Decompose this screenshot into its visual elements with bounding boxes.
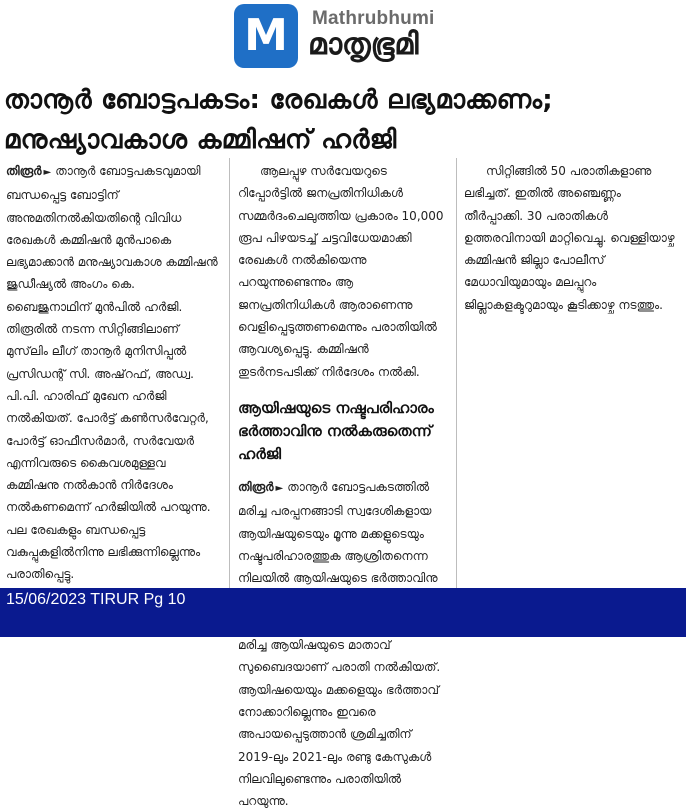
article-1-column-1 [6,160,221,585]
column-divider [456,158,457,588]
article-2-paragraph-1 [238,476,450,812]
article-1-paragraph-1 [6,160,221,586]
dateline: തിരൂർ [238,479,274,494]
article-1-paragraph-2: ആലപ്പുഴ സർവേയറുടെ റിപ്പോർട്ടിൽ ജനപ്രതിനിധികൾ സമ്മർദംചെലുത്തിയ പ്രകാരം 10,000 രൂപ പിഴയടച്ച് ചട്ടവിധേയമാക്കി രേഖകൾ നൽകിയെന്നു പറയുന്നുണ്ടെന്നും ആ ജനപ്രതിനിധികൾ ആരാണെന്നു വെളിപ്പെടുത്തണമെന്നും പരാതിയിൽ ആവശ്യപ്പെട്ടു. കമ്മിഷൻ തുടർനടപടിക്ക് നിർദേശം നൽകി. [238,164,444,379]
mathrubhumi-logo-icon [234,4,298,68]
logo-malayalam-text: മാതൃഭൂമി [308,27,419,62]
article-2-paragraph-2: സിറ്റിങ്ങിൽ 50 പരാതികളാണു ലഭിച്ചത്. ഇതിൽ അഞ്ചെണ്ണം തീർപ്പാക്കി. 30 പരാതികൾ ഉത്തരവിനായി മാറ്റിവെച്ചു. വെള്ളിയാഴ്ച കമ്മിഷൻ ജില്ലാ പോലീസ് മേധാവിയുമായും മലപ്പുറം ജില്ലാകളക്ടറുമായും കൂടിക്കാഴ്ച നടത്തും. [464,164,675,312]
article-2-subhead: ആയിഷയുടെ നഷ്ടപരിഹാരം ഭർത്താവിനു നൽകരുതെന്ന് ഹർജി [238,398,434,463]
article-column-3 [464,160,678,585]
masthead [0,0,686,78]
dateline: തിരൂർ [6,164,42,178]
headline [4,80,684,160]
article-1-body: താനൂർ ബോട്ടപകടവുമായി ബന്ധപ്പെട്ട ബോട്ടിന് അനുമതിനൽകിയതിന്റെ വിവിധ രേഖകൾ കമ്മിഷൻ മുൻപാകെ ലഭ്യമാക്കാൻ മനുഷ്യാവകാശ കമ്മിഷൻ ജുഡീഷ്യൽ അംഗം കെ. ബൈജുനാഥിന് മുൻപിൽ ഹർജി. തിരൂരിൽ നടന്ന സിറ്റിങ്ങിലാണ് മുസ്‌ലിം ലീഗ് താനൂർ മുനിസിപ്പൽ പ്രസിഡന്റ് സി. അഷ്‌റഫ്, അഡ്വ. പി.പി. ഹാരിഫ് മുഖേന ഹർജി നൽകിയത്. പോർട്ട് കൺസർവേറ്റർ, പോർട്ട് ഓഫീസർമാർ, സർവേയർ എന്നിവരുടെ കൈവശമുള്ളവ കമ്മിഷനു നൽകാൻ നിർദേശം നൽകണമെന്ന് ഹർജിയിൽ പറയുന്നു. പല രേഖകളും ബന്ധപ്പെട്ട വകുപ്പുകളിൽനിന്നു ലഭിക്കുന്നില്ലെന്നും പരാതിപ്പെട്ടു. [6,164,218,582]
headline-line-1: താനൂർ ബോട്ടപകടം: രേഖകൾ ലഭ്യമാക്കണം; [4,85,553,115]
footer-date-page: 15/06/2023 TIRUR Pg 10 [6,591,186,608]
article-column-2 [238,160,450,809]
logo-english-text: Mathrubhumi [312,8,435,29]
triangle-icon: ► [43,167,52,178]
headline-line-2: മനുഷ്യാവകാശ കമ്മിഷന് ഹർജി [4,125,397,155]
column-divider [229,158,230,588]
logo-letter: M [244,10,288,61]
article-2-body: താനൂർ ബോട്ടപകടത്തിൽ മരിച്ച പരപ്പനങ്ങാടി സ്വദേശികളായ ആയിഷയുടെയും മൂന്നു മക്കളുടെയും നഷ്ടപരിഹാരത്തുക ആശ്രിതനെന്ന നിലയിൽ ആയിഷയുടെ ഭർത്താവിനു മരിച്ച ആയിഷയുടെ മാതാവ് സുബൈദയാണ് പരാതി നൽകിയത്. ആയിഷയെയും മക്കളെയും ഭർത്താവ് നോക്കാറില്ലെന്നും ഇവരെ അപായപ്പെടുത്താൻ ശ്രമിച്ചതിന് 2019-ലും 2021-ലും രണ്ടു കേസുകൾ നിലവിലുണ്ടെന്നും പരാതിയിൽ പറയുന്നു. [238,479,441,809]
footer-bar [0,588,686,637]
triangle-icon: ► [275,482,284,494]
